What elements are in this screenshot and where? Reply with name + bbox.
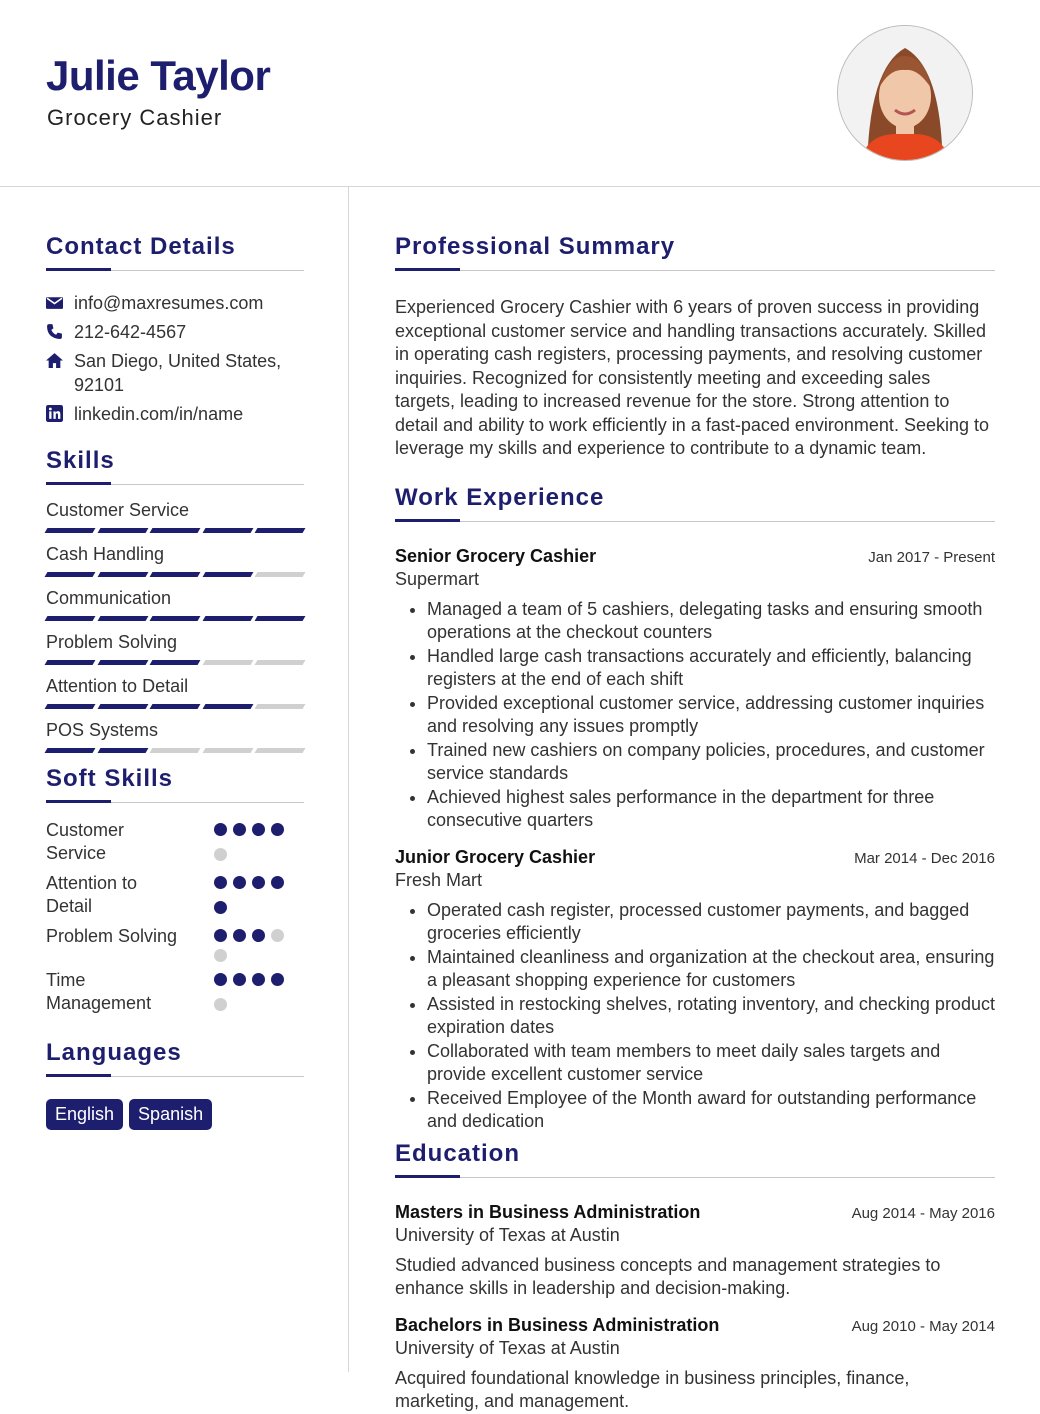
- rating-dot: [233, 876, 246, 889]
- skill-level-segment: [97, 616, 147, 621]
- skill-level-segment: [97, 572, 147, 577]
- soft-skill-name: Problem Solving: [46, 926, 178, 946]
- skill-level-segment: [150, 748, 200, 753]
- job-bullet: • Handled large cash transactions accurately and efficiently, balancing registers at the end of each shift: [427, 645, 995, 692]
- skill-level-segment: [150, 616, 200, 621]
- skill-level-segment: [202, 572, 252, 577]
- skill-level-segment: [97, 660, 147, 665]
- skill-level-segment: [97, 748, 147, 753]
- contact-phone-text: 212-642-4567: [74, 322, 187, 342]
- job-date: Jan 2017 - Present: [868, 548, 995, 566]
- job-header: [395, 847, 995, 868]
- skill-level-segment: [202, 616, 252, 621]
- job-bullet: • Managed a team of 5 cashiers, delegating tasks and ensuring smooth operations at the checkout counters: [427, 598, 995, 645]
- job-header: [395, 546, 995, 567]
- skill-level-segment: [202, 528, 252, 533]
- skill-level-segment: [45, 704, 95, 709]
- language-badge: English: [46, 1099, 123, 1130]
- education-school: University of Texas at Austin: [395, 1224, 620, 1245]
- column-divider: [348, 187, 349, 1372]
- rating-dot: [271, 929, 284, 942]
- skill-level-segment: [255, 528, 305, 533]
- job-bullets: [395, 899, 995, 1134]
- skill-level-segment: [255, 748, 305, 753]
- rating-dot: [233, 929, 246, 942]
- soft-skill-rating: [214, 819, 290, 865]
- rating-dot: [214, 929, 227, 942]
- job-bullet: • Maintained cleanliness and organization at the checkout area, ensuring a pleasant shopping experience for customers: [427, 946, 995, 993]
- education-description: Acquired foundational knowledge in business principles, finance, marketing, and management.: [395, 1367, 910, 1411]
- soft-skill-item: [46, 925, 304, 962]
- soft-skill-item: [46, 872, 304, 918]
- skill-name: Problem Solving: [46, 632, 178, 652]
- skill-item: [46, 543, 304, 577]
- soft-skill-name: Time Management: [46, 970, 152, 1013]
- job-entry: [395, 847, 995, 1134]
- skill-level-bar: [46, 528, 304, 533]
- skill-level-segment: [202, 748, 252, 753]
- profile-photo-illustration: [838, 26, 972, 160]
- skill-name: Cash Handling: [46, 544, 165, 564]
- job-entry: [395, 546, 995, 833]
- education-list: [395, 1202, 995, 1414]
- skill-name: Customer Service: [46, 500, 190, 520]
- rating-dot: [271, 823, 284, 836]
- skill-level-segment: [202, 660, 252, 665]
- contact-email[interactable]: [46, 291, 304, 315]
- skill-level-bar: [46, 748, 304, 753]
- right-column: [395, 187, 995, 1414]
- job-company: Fresh Mart: [395, 869, 483, 890]
- skill-level-bar: [46, 616, 304, 621]
- education-degree: Masters in Business Administration: [395, 1201, 701, 1222]
- job-bullet: • Trained new cashiers on company policies, procedures, and customer service standards: [427, 739, 995, 786]
- summary-section-title: Professional Summary: [395, 233, 995, 271]
- job-bullets: [395, 598, 995, 833]
- skill-name: Attention to Detail: [46, 676, 189, 696]
- linkedin-icon: [46, 405, 63, 422]
- rating-dot: [214, 876, 227, 889]
- education-degree: Bachelors in Business Administration: [395, 1314, 720, 1335]
- contact-linkedin[interactable]: [46, 402, 304, 426]
- skill-level-segment: [45, 660, 95, 665]
- contact-section-title: Contact Details: [46, 233, 304, 271]
- skill-level-segment: [255, 704, 305, 709]
- rating-dot: [214, 901, 227, 914]
- skill-level-segment: [45, 616, 95, 621]
- job-company: Supermart: [395, 568, 480, 589]
- skill-name: POS Systems: [46, 720, 159, 740]
- skills-list: [46, 499, 304, 753]
- job-bullet: • Provided exceptional customer service, addressing customer inquiries and resolving any issues promptly: [427, 692, 995, 739]
- soft-skill-name: Customer Service: [46, 820, 125, 863]
- education-date: Aug 2014 - May 2016: [851, 1204, 995, 1222]
- education-header: [395, 1202, 995, 1223]
- envelope-icon: [46, 294, 63, 311]
- home-icon: [46, 352, 63, 369]
- education-description: Studied advanced business concepts and management strategies to enhance skills in leadership and decision-making.: [395, 1254, 941, 1298]
- skill-level-segment: [45, 528, 95, 533]
- rating-dot: [252, 973, 265, 986]
- skill-level-bar: [46, 660, 304, 665]
- soft-skill-rating: [214, 925, 290, 962]
- skill-level-segment: [150, 528, 200, 533]
- rating-dot: [271, 973, 284, 986]
- job-bullet: • Assisted in restocking shelves, rotating inventory, and checking product expiration dates: [427, 993, 995, 1040]
- education-section-title: Education: [395, 1140, 995, 1178]
- soft-skill-rating: [214, 969, 290, 1015]
- experience-section-title: Work Experience: [395, 484, 995, 522]
- skill-level-bar: [46, 572, 304, 577]
- soft-skill-name: Attention to Detail: [46, 873, 138, 916]
- languages-list: [46, 1099, 304, 1130]
- candidate-name: Julie Taylor: [46, 52, 271, 99]
- skill-level-segment: [255, 572, 305, 577]
- education-date: Aug 2010 - May 2014: [851, 1317, 995, 1335]
- skill-item: [46, 675, 304, 709]
- job-role: Senior Grocery Cashier: [395, 545, 597, 566]
- profile-photo: [837, 25, 973, 161]
- contact-address-text: San Diego, United States, 92101: [74, 351, 282, 395]
- contact-phone[interactable]: [46, 320, 304, 344]
- job-bullet: • Received Employee of the Month award for outstanding performance and dedication: [427, 1087, 995, 1134]
- skill-level-segment: [45, 572, 95, 577]
- job-bullet: • Achieved highest sales performance in the department for three consecutive quarters: [427, 786, 995, 833]
- job-date: Mar 2014 - Dec 2016: [854, 849, 995, 867]
- skill-level-segment: [150, 660, 200, 665]
- skill-item: [46, 631, 304, 665]
- skill-item: [46, 499, 304, 533]
- skill-level-segment: [97, 528, 147, 533]
- left-column: [46, 187, 304, 1130]
- job-role: Junior Grocery Cashier: [395, 846, 596, 867]
- skill-level-segment: [45, 748, 95, 753]
- rating-dot: [252, 876, 265, 889]
- soft-skills-list: [46, 819, 304, 1015]
- rating-dot: [214, 973, 227, 986]
- rating-dot: [252, 929, 265, 942]
- rating-dot: [271, 876, 284, 889]
- skill-level-segment: [255, 660, 305, 665]
- rating-dot: [214, 848, 227, 861]
- soft-skill-item: [46, 969, 304, 1015]
- resume-header: [0, 0, 1040, 187]
- education-school: University of Texas at Austin: [395, 1337, 620, 1358]
- language-badge: Spanish: [129, 1099, 212, 1130]
- rating-dot: [252, 823, 265, 836]
- languages-section-title: Languages: [46, 1039, 304, 1077]
- education-entry: [395, 1315, 995, 1414]
- skill-level-bar: [46, 704, 304, 709]
- soft-skill-rating: [214, 872, 290, 918]
- rating-dot: [214, 998, 227, 1011]
- skill-level-segment: [97, 704, 147, 709]
- contact-address: [46, 349, 304, 397]
- rating-dot: [233, 823, 246, 836]
- skill-name: Communication: [46, 588, 172, 608]
- job-bullet: • Operated cash register, processed customer payments, and bagged groceries efficiently: [427, 899, 995, 946]
- rating-dot: [214, 949, 227, 962]
- education-entry: [395, 1202, 995, 1301]
- phone-icon: [46, 323, 63, 340]
- skill-level-segment: [150, 704, 200, 709]
- job-bullet: • Collaborated with team members to meet daily sales targets and provide excellent customer service: [427, 1040, 995, 1087]
- skill-item: [46, 719, 304, 753]
- education-header: [395, 1315, 995, 1336]
- soft-skills-section-title: Soft Skills: [46, 765, 304, 803]
- skills-section-title: Skills: [46, 447, 304, 485]
- contact-email-text: info@maxresumes.com: [74, 293, 264, 313]
- contact-linkedin-text: linkedin.com/in/name: [74, 404, 244, 424]
- rating-dot: [233, 973, 246, 986]
- skill-level-segment: [202, 704, 252, 709]
- skill-level-segment: [150, 572, 200, 577]
- candidate-title: Grocery Cashier: [47, 105, 223, 130]
- skill-level-segment: [255, 616, 305, 621]
- jobs-list: [395, 546, 995, 1134]
- skill-item: [46, 587, 304, 621]
- summary-text: Experienced Grocery Cashier with 6 years of proven success in providing exceptional customer service and handling transactions accurately. Skilled in operating cash registers, processing payments, and resolving customer inquiries. Recognized for consistently meeting and exceeding sales targets, leading to increased revenue for the store. Strong attention to detail and ability to work efficiently in a fast-paced environment. Seeking to leverage my skills and experience to contribute to a dynamic team.: [395, 297, 989, 458]
- rating-dot: [214, 823, 227, 836]
- soft-skill-item: [46, 819, 304, 865]
